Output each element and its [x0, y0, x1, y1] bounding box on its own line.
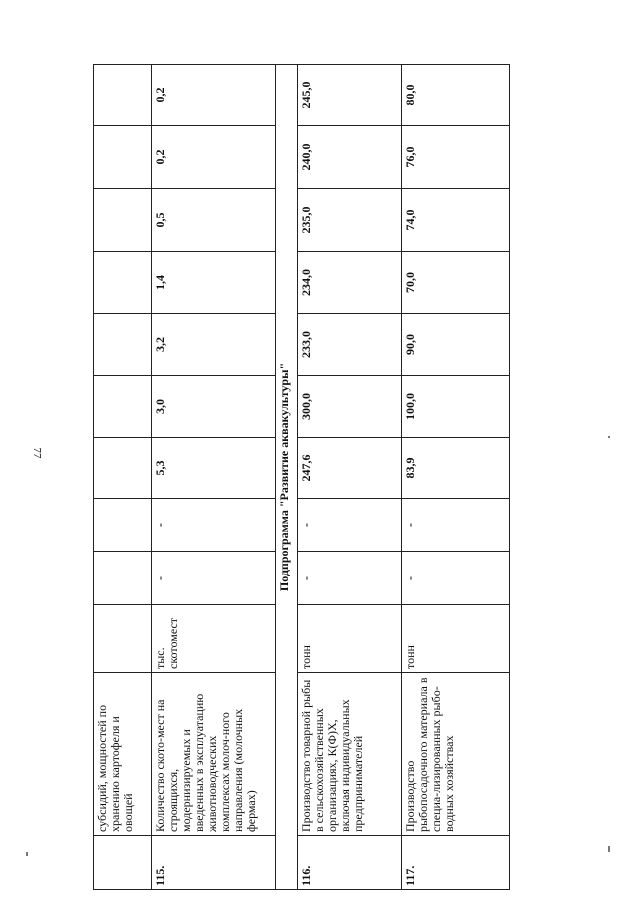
unit-cell: тонн [402, 605, 510, 673]
value-cell: 70,0 [402, 252, 510, 314]
value-cell [94, 499, 152, 552]
value-cell: 247,6 [298, 438, 402, 499]
value-cell: 90,0 [402, 314, 510, 376]
value-cell [94, 189, 152, 252]
value-cell: 233,0 [298, 314, 402, 376]
value-cell [94, 126, 152, 189]
scan-speck [608, 436, 610, 438]
unit-cell [94, 605, 152, 673]
value-cell: 240,0 [298, 126, 402, 189]
subprogram-title: Подпрограмма "Развитие аквакультуры" [276, 65, 298, 890]
value-cell: 80,0 [402, 65, 510, 126]
indicator-name: субсидий, мощностей по хранению картофеля и овощей [94, 673, 152, 836]
subprogram-header-row [276, 65, 298, 890]
indicator-name: Производство рыбопосадочного материала в специа-лизированных рыбо-водных хозяйствах [402, 673, 510, 836]
value-cell: 74,0 [402, 189, 510, 252]
unit-cell: тыс. скотомест [152, 605, 276, 673]
table-row [94, 65, 152, 890]
scan-speck [26, 852, 28, 856]
unit-cell: тонн [298, 605, 402, 673]
row-number: 116. [298, 836, 402, 890]
value-cell: 234,0 [298, 252, 402, 314]
value-cell [94, 552, 152, 605]
page-number: 77 [31, 447, 43, 459]
value-cell: 76,0 [402, 126, 510, 189]
value-cell: 3,2 [152, 314, 276, 376]
value-cell [94, 376, 152, 438]
value-cell [94, 252, 152, 314]
value-cell [94, 65, 152, 126]
row-number: 115. [152, 836, 276, 890]
value-cell: - [402, 499, 510, 552]
table-row [298, 65, 402, 890]
rotated-table-page [93, 81, 509, 890]
value-cell: 1,4 [152, 252, 276, 314]
value-cell: 83,9 [402, 438, 510, 499]
value-cell: 235,0 [298, 189, 402, 252]
value-cell: 3,0 [152, 376, 276, 438]
value-cell: - [298, 499, 402, 552]
indicator-table [93, 64, 510, 890]
value-cell [94, 314, 152, 376]
scan-speck [608, 846, 610, 852]
indicator-name: Производство товарной рыбы в сельскохозяйственных организациях, К(Ф)Х, включая индивидуальных предпринимателей [298, 673, 402, 836]
table-row [402, 65, 510, 890]
value-cell: 100,0 [402, 376, 510, 438]
value-cell: - [152, 499, 276, 552]
row-number [94, 836, 152, 890]
value-cell: - [298, 552, 402, 605]
value-cell: 0,2 [152, 65, 276, 126]
value-cell [94, 438, 152, 499]
table-row [152, 65, 276, 890]
value-cell: 5,3 [152, 438, 276, 499]
value-cell: - [152, 552, 276, 605]
value-cell: 245,0 [298, 65, 402, 126]
value-cell: 300,0 [298, 376, 402, 438]
value-cell: 0,5 [152, 189, 276, 252]
indicator-name: Количество ското-мест на строящихся, модернизируемых и введенных в эксплуатацию животноводческих комплексах молоч-ного направления (молочных фермах) [152, 673, 276, 836]
value-cell: - [402, 552, 510, 605]
row-number: 117. [402, 836, 510, 890]
value-cell: 0,2 [152, 126, 276, 189]
